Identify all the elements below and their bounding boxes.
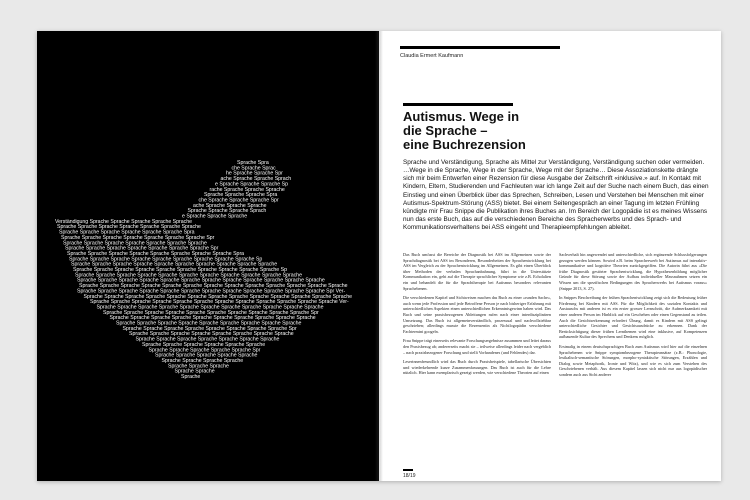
art-text-line: Sprache Sprache Sprache Sprache Sprache Sprache Sprache Sprache Sprache [116,320,302,327]
right-page [379,31,721,481]
page-numbers: 18/19 [403,473,416,479]
art-text-line: Sprache Sprache Sprache Sprache Sprache Sprache Sprache Sprache Sprache Sprache Sprache Sprache Sprache [79,283,348,290]
body-column-2 [559,252,707,381]
art-text-line: che Sprache Sprache Sprache Spr [198,197,279,204]
art-text-line: Sprache Spra [237,160,269,166]
art-text-line: he Sprache Sprache Spr [226,170,283,177]
body-paragraph: Erstmalig in einem deutschsprachigen Buch zum Autismus wird hier auf die einzelnen Sprachebenen wie Snippe symptombezogene Therapieansätze (z.B.: Phonologie, lexikalisch-semantische Störungen, morpho-syntaktische Störungen, Erzählen und Dialog sowie Metaphorik, Ironie und Witz), und wie es sich zum Verstehen des Geschriebenen verhält. Aus diesem Kapitel lassen sich nicht nur aus logopädischer sondern auch aus Sicht anderer [559,343,707,377]
art-text-line: e Sprache Sprache Sprache [182,213,248,220]
body-paragraph: Das Buch umfasst die Bereiche der Diagnostik bei ASS im Allgemeinen sowie der Sprachdiagnostik bei ASS im Besonderen, Besonderheiten der Sprachentwicklung bei ASS im Vergleich zu der Sprachentwicklung im Allgemeinen. Es gibt einen Überblick über Methoden der verbalen Sprachanbahnung, führt in die Unterstützte Kommunikation ein, geht auf die Therapie sprachlicher Symptome wie z.B. Echolalien ein und behandelt die für die Sprachtherapie bei Autismus besonders relevanten Sprachebenen. [403,252,551,291]
title-line: die Sprache – [403,123,488,138]
body-column-1 [403,252,551,380]
footer-rule [403,469,413,471]
title-line: eine Buchrezension [403,137,526,152]
magazine-spread [37,31,721,481]
art-text-line: e Sprache Sprache Sprache Sp [215,181,288,188]
art-text-line: Sprache Sprache Sprache Sprache Sprache Sprache Sprache Sprache Sprache Sp [69,256,263,263]
art-text-line: Sprache Sprache Sprache Sprache Sprache Sprache Sprache [63,240,207,247]
art-text-line: Sprache Sprache Sprache Sprache Sprache Sprache Sprache Spr [61,234,215,241]
art-text-line: Sprache Sprache Sprache Sprache Sprache Sprache Sprache Sprache Sprache Sprache Spr [103,309,319,316]
art-text-line: Sprache Sprache Sprache Sprache Sprache Sprache Sprache Spr [65,245,219,252]
article-title [403,110,573,152]
art-text-line: ache Sprache Sprache Sprach [220,176,292,183]
left-page [37,31,379,481]
art-text-line: rache Sprache Sprache Sprache [209,186,285,193]
author-name: Claudia Ermert Kaufmann [400,53,464,59]
art-text-line: Sprache Sprache Sprache Sprache Sprache Sprache Sprache Sprache Sprache Sprache Sprache Sprache Spr Ver- [77,288,346,295]
art-text-line: Sprache Sprache Sprache Sprache Sprache Sprache Sprache [57,224,201,231]
art-text-line: Sprache Sprache Sprache Sprache [161,357,244,364]
art-text-line: Sprache Sprache Sprache Sprache Sprache Sprache Spra [59,229,195,236]
art-text-line: Sprache Sprache Sprache Sprache Sprache Sprache Sprache Sprache Sprache Sprache Sprache [96,304,324,311]
title-rule [403,103,513,106]
art-text-line: Sprache Sprache Sprache Spra [204,192,278,199]
typographic-artwork [37,31,379,481]
art-text-line: Sprache Sprache Sprache [168,363,229,370]
art-text-line: Sprache Sprache Sprache Sprache Sprache Sprache Sprache Sprache Sprache Sprache Sprache Sprache Ver- [90,299,349,306]
art-text-line: Sprache [181,374,201,380]
art-text-line: Sprache Sprache Sprache Sprach [187,208,267,215]
header-rule [400,46,560,49]
art-text-line: Sprache Sprache Sprache Sprache Sprache Sprache Sprache [135,336,280,343]
art-text-line: Sprache Sprache Sprache Sprache Sprache Sprache Sprache Sprache Sprache Sprache [71,261,278,268]
art-text-line: Sprache Sprache Sprache Sprache Sprache [155,352,258,359]
art-text-line: Sprache Sprache Sprache Sprache Sprache Spr [148,347,261,354]
art-text-line: Sprache Sprache Sprache Sprache Sprache Sprache [142,341,266,348]
body-paragraph: Frau Snippe trägt einerseits relevante Forschungsergebnisse zusammen und leitet daraus den Praxisbezug ab; andererseits macht sie – teilweise allerdings leider nach vergeblich – nach praxisbezogener Forschung und stellt Vorhandenes (und Fehlendes) dar. [403,338,551,355]
art-text-line: ache Sprache Sprache Sprache [193,202,267,209]
body-paragraph: Leserinnenfreundlich wird das Buch durch Praxisbeispiele, tabellarische Übersichten und wiederkehrende kurze Zusammenfassungen. Das Buch ist auch für die Lehre nützlich. Hier kann exemplarisch gezeigt werden, wie verschiedene Theorien auf einen [403,359,551,376]
art-text-line: Sprache Sprache [174,368,215,375]
art-text-line: Sprache Sprache Sprache Sprache Sprache Sprache Sprache Sprache Sprache Sprache [109,315,316,322]
title-line: Autismus. Wege in [403,109,520,124]
art-text-line: Sprache Sprache Sprache Sprache Sprache Sprache Sprache Sprache Sprache Sprache Sprache Sprache [77,277,325,284]
art-text-line: Sprache Sprache Sprache Sprache Sprache Sprache Sprache Sprache Sprache Sprache Sprache Sprache Sprache [83,293,352,300]
art-text-line: Sprache Sprache Sprache Sprache Sprache Sprache Sprache Sprache Spra [67,250,245,257]
lead-paragraph: Sprache und Verständigung, Sprache als Mittel zur Verständigung, Verständigung suchen oder vermeiden. …Wege in die Sprache, Wege in der Sprache, Wege mit der Sprache… Diese Assoziationskette drängte sich mir beim Entwerfen einer Rezension für diese Ausgabe der Zeitschrift «inklusive.» auf. In Kontakt mit Kindern, Eltern, Studierenden und Fachleuten war ich lange Zeit auf der Suche nach einem Buch, das einen Einstieg und einen Überblick über das Sprechen, Schreiben, Lesen und Verstehen bei Menschen mit einer Autismus-Spektrum-Störung (ASS) bietet. Bei einem Seitengespräch an einer Tagung im letzten Frühling kündigte mir Frau Snippe die Publikation ihres Buches an. Im Bereich der Logopädie ist es meines Wissens nun das erste Buch, das auf die verschiedenen Bereiche des Spracherwerbs und des Sprach- und Kommunikationsverhaltens bei ASS eingeht und Therapieempfehlungen ableitet. [403,159,709,232]
spine-shadow [375,31,383,481]
body-paragraph: In Snippes Beschreibung der frühen Sprachentwicklung zeigt sich die Bedeutung früher Förderung bei Kindern mit ASS. Für die Möglichkeit des sozialen Kontakts und Austauschs mit anderen ist es ein erster grosser Lernschritt, die Aufmerksamkeit mit einer anderen Person im Hinblick auf ein Geschehen oder einen Gegenstand zu teilen. Auch die Gesichtserkennung erfordert Übung, damit es Kindern mit ASS gelingt unterschiedliche Gesichter und Gesichtsausdrücke zu erkennen. Dank der Berücksichtigung dieser frühen Lernthemen wird eine inklusive, auf Kompetenzen aufbauende Kultur des Sprechens und Denkens möglich. [559,295,707,340]
art-text-line: Sprache Sprache Sprache Sprache Sprache Sprache Sprache Sprache Sprache Sprache Sp [73,267,287,273]
art-text-line: Sprache Sprache Sprache Sprache Sprache Sprache Sprache Sprache Sprache Sprache Sprache [75,272,302,279]
art-text-line: Verständigung Sprache Sprache Sprache Sprache Sprache [55,218,192,225]
art-text-line: che Sprache Sprac [231,165,276,172]
art-text-line: Sprache Sprache Sprache Sprache Sprache Sprache Sprache Sprache Spr [122,325,297,332]
art-text-line: Sprache Sprache Sprache Sprache Sprache Sprache Sprache Sprache [129,331,294,338]
body-paragraph: Die verschiedenen Kapitel und Sichtweisen machen das Buch zu einer «runden Sache», auch wenn jede Profession und jede Betroffene Person je nach bisheriger Erfahrung mit unterschiedlichen Aspekten einen unterschiedlichen Erkenntnisgewinn haben wird. Das Buch und seine praxisbezogenen Ableitungen rufen nach einer interdisziplinären Umsetzung. Das Buch ist allgemeinverständlich, prozessual und nachvollziehbar geschrieben; allerdings musste die Rezensentin als Nichtlogopädin verschiedene Fachtermini googeln. [403,295,551,334]
body-paragraph: Sachverhalt hin angewendet und unterschiedliche, sich ergänzende Schlussfolgerungen gezogen werden können. Sowird z.B. beim Spracherwerb bei Autismus auf interaktiv-kommunikative und kognitive Theorien zurückgegriffen. Die Autorin führt aus «Die frühe Diagnostik gestörter Sprachentwicklung, die Hypothesenbildung möglicher Gründe für diese Störung sowie der Aufbau individueller Massnahmen setzen ein Wissen um die spezifischen Bedingungen des Spracherwerbs bei Autismus voraus» (Snippe 2013, S. 27). [559,252,707,291]
